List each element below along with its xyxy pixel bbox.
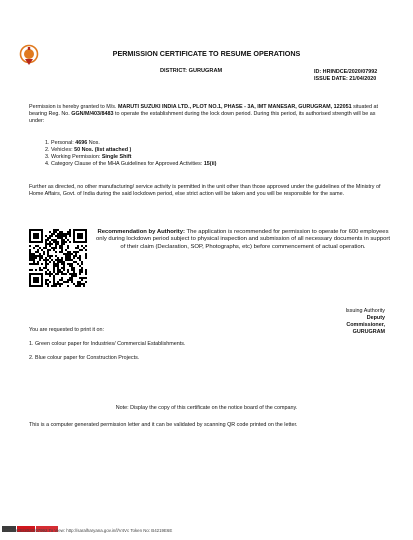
permission-intro: Permission is hereby granted to M/s. — [29, 104, 117, 110]
further-paragraph: Further as directed, no other manufacturing/ service activity is permitted in the unit other than those approved under the guidelines of the Ministry of Home Affairs, Govt. of India during the said lockdown period, else strict action will be taken and you will be responsible for the same. — [29, 184, 381, 197]
permission-tail: to operate the establishment during the lock down period. During this period, its authorised strength will be as under: — [29, 111, 376, 124]
print-heading: You are requested to print it on: — [29, 327, 105, 333]
recommendation-block — [93, 229, 393, 251]
company-name: MARUTI SUZUKI INDIA LTD., PLOT NO.1, PHASE - 3A, IMT MANESAR, GURUGRAM, 122051 — [118, 104, 352, 110]
certificate-id: ID: HRINDCE/2020/07992 — [314, 69, 378, 75]
authority-district: GURUGRAM — [352, 329, 385, 335]
display-note: Note: Display the copy of this certificate on the notice board of the company. — [115, 405, 298, 411]
situated-text: situated at bearing Reg. No. — [29, 104, 378, 117]
recommendation-label: Recommendation by Authority: — [97, 229, 185, 235]
computer-generated-notice: This is a computer generated permission letter and it can be validated by scanning QR code printed on the letter. — [29, 422, 298, 428]
qr-code — [29, 229, 87, 287]
authority-title-1: Deputy — [366, 315, 385, 321]
list-item: 2. Vehicles: 50 Nos. (list attached ) — [45, 147, 132, 153]
list-item: 1. Personal: 4696 Nos. — [45, 140, 100, 146]
print-option-green: 1. Green colour paper for Industries/ Commercial Establishments. — [29, 341, 186, 347]
list-item: 3. Working Permission: Single Shift — [45, 154, 132, 160]
print-option-blue: 2. Blue colour paper for Construction Projects. — [29, 355, 140, 361]
footer-validation-line: HRINDCE/2020/07992 To View: http://saralharyana.gov.in/l/V4Vc Token No: B4219E6E — [3, 528, 173, 533]
issue-date: ISSUE DATE: 21/04/2020 — [314, 76, 377, 82]
certificate-id-block — [314, 69, 377, 83]
recommendation-text: The application is recommended for permission to operate for 600 employees only during lockdown period subject to physical inspection and submission of all necessary documents in support of their claim (Declaration, SOP, Photographs, etc) before commencement of actual operation. — [95, 229, 391, 250]
authority-title-2: Commissioner, — [346, 322, 385, 328]
issuing-authority-label: Issuing Authority — [345, 308, 385, 314]
district-label: DISTRICT: GURUGRAM — [160, 68, 223, 74]
issuing-authority — [285, 308, 385, 336]
certificate-title: PERMISSION CERTIFICATE TO RESUME OPERATIONS — [112, 49, 301, 58]
permission-paragraph — [29, 104, 387, 125]
strength-list — [45, 140, 216, 168]
registration-number: GGN/M/403/8483 — [71, 111, 114, 117]
list-item: 4. Category Clause of the MHA Guidelines for Approved Activities: 15(ii) — [45, 161, 217, 167]
